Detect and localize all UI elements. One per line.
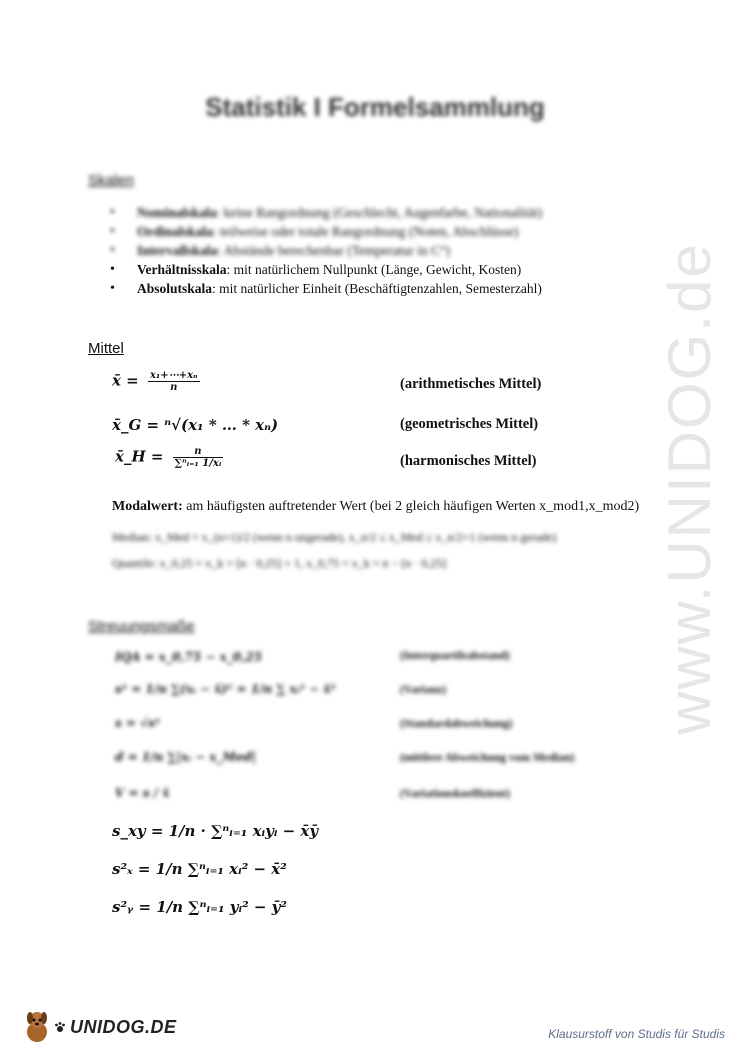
formula-geometric-mean: x̄_G = ⁿ√(x₁ * … * xₙ) <box>112 416 279 434</box>
formula-label: (mittlere Abweichung vom Median) <box>400 752 575 764</box>
median-line: Median: x_Med = x_(n+1)/2 (wenn n ungerade), x_n/2 ≤ x_Med ≥ x_n/2+1 (wenn n gerade) <box>112 530 557 544</box>
formula-label: (Standardabweichung) <box>400 718 513 730</box>
footer-tagline: Klausurstoff von Studis für Studis <box>548 1027 725 1041</box>
page-title: Statistik I Formelsammlung <box>205 92 545 122</box>
list-item: • Absolutskala: mit natürlicher Einheit (Beschäftigtenzahlen, Semesterzahl) <box>110 279 542 298</box>
formula-mean-deviation: d = 1/n ∑|xᵢ − x_Med| <box>115 750 257 764</box>
formula-variance-x: s²ₓ = 1/n ∑ⁿᵢ₌₁ xᵢ² − x̄² <box>112 860 287 878</box>
formula-std-dev: s = √s² <box>115 716 161 730</box>
skalen-list <box>110 203 542 298</box>
formula-label: (Varianz) <box>400 684 447 696</box>
formula-variation-coefficient: V = s / x̄ <box>115 786 170 800</box>
watermark: www.UNIDOG.de <box>656 242 723 735</box>
formula-variance: s² = 1/n ∑(xᵢ − x̄)² = 1/n ∑ xᵢ² − x̄² <box>115 682 336 696</box>
section-heading-streuung: Streuungsmaße <box>88 618 195 635</box>
footer-logo <box>22 1010 177 1044</box>
formula-label: (arithmetisches Mittel) <box>400 376 542 392</box>
modalwert-line: Modalwert: am häufigsten auftretender Wert (bei 2 gleich häufigen Werten x_mod1,x_mod2) <box>112 499 640 514</box>
formula-iqa: IQA = x_0,75 − x_0,25 <box>115 650 262 664</box>
formula-label: (geometrisches Mittel) <box>400 416 539 432</box>
list-item: • Verhältnisskala: mit natürlichem Nullpunkt (Länge, Gewicht, Kosten) <box>110 260 542 279</box>
logo-text: UNIDOG.DE <box>70 1016 177 1037</box>
formula-label: (Variationskoeffizient) <box>400 788 511 800</box>
paw-icon <box>54 1021 66 1033</box>
formula-covariance: s_xy = 1/n · ∑ⁿᵢ₌₁ xᵢyᵢ − x̄ȳ <box>112 822 319 840</box>
dog-logo-icon <box>22 1010 52 1044</box>
section-heading-mittel: Mittel <box>88 340 124 357</box>
list-item: • Intervallskala: Abstände berechenbar (Temperatur in C°) <box>110 241 542 260</box>
quantile-line: Quantile: x_0,25 = x_k = [n · 0,25] + 1, x_0,75 = x_k = n − [n · 0,25] <box>112 556 447 570</box>
formula-arithmetic-mean: x̄ = $\frac{\text{x₁+⋯+xₙ}}{n}$ <box>112 370 198 393</box>
list-item: • Ordinalskala: teilweise oder totale Rangordnung (Noten, Abschlüsse) <box>110 222 542 241</box>
formula-harmonic-mean: x̄_H = $\frac{n}{\text{∑ⁿᵢ₌₁ 1/xᵢ}}$ <box>115 446 222 469</box>
list-item: • Nominalskala: keine Rangordnung (Geschlecht, Augenfarbe, Nationalität) <box>110 203 542 222</box>
section-heading-skalen: Skalen <box>88 172 134 189</box>
formula-label: (Interquartilsabstand) <box>400 650 510 662</box>
formula-variance-y: s²ᵧ = 1/n ∑ⁿᵢ₌₁ yᵢ² − ȳ² <box>112 898 287 916</box>
formula-label: (harmonisches Mittel) <box>400 453 537 469</box>
